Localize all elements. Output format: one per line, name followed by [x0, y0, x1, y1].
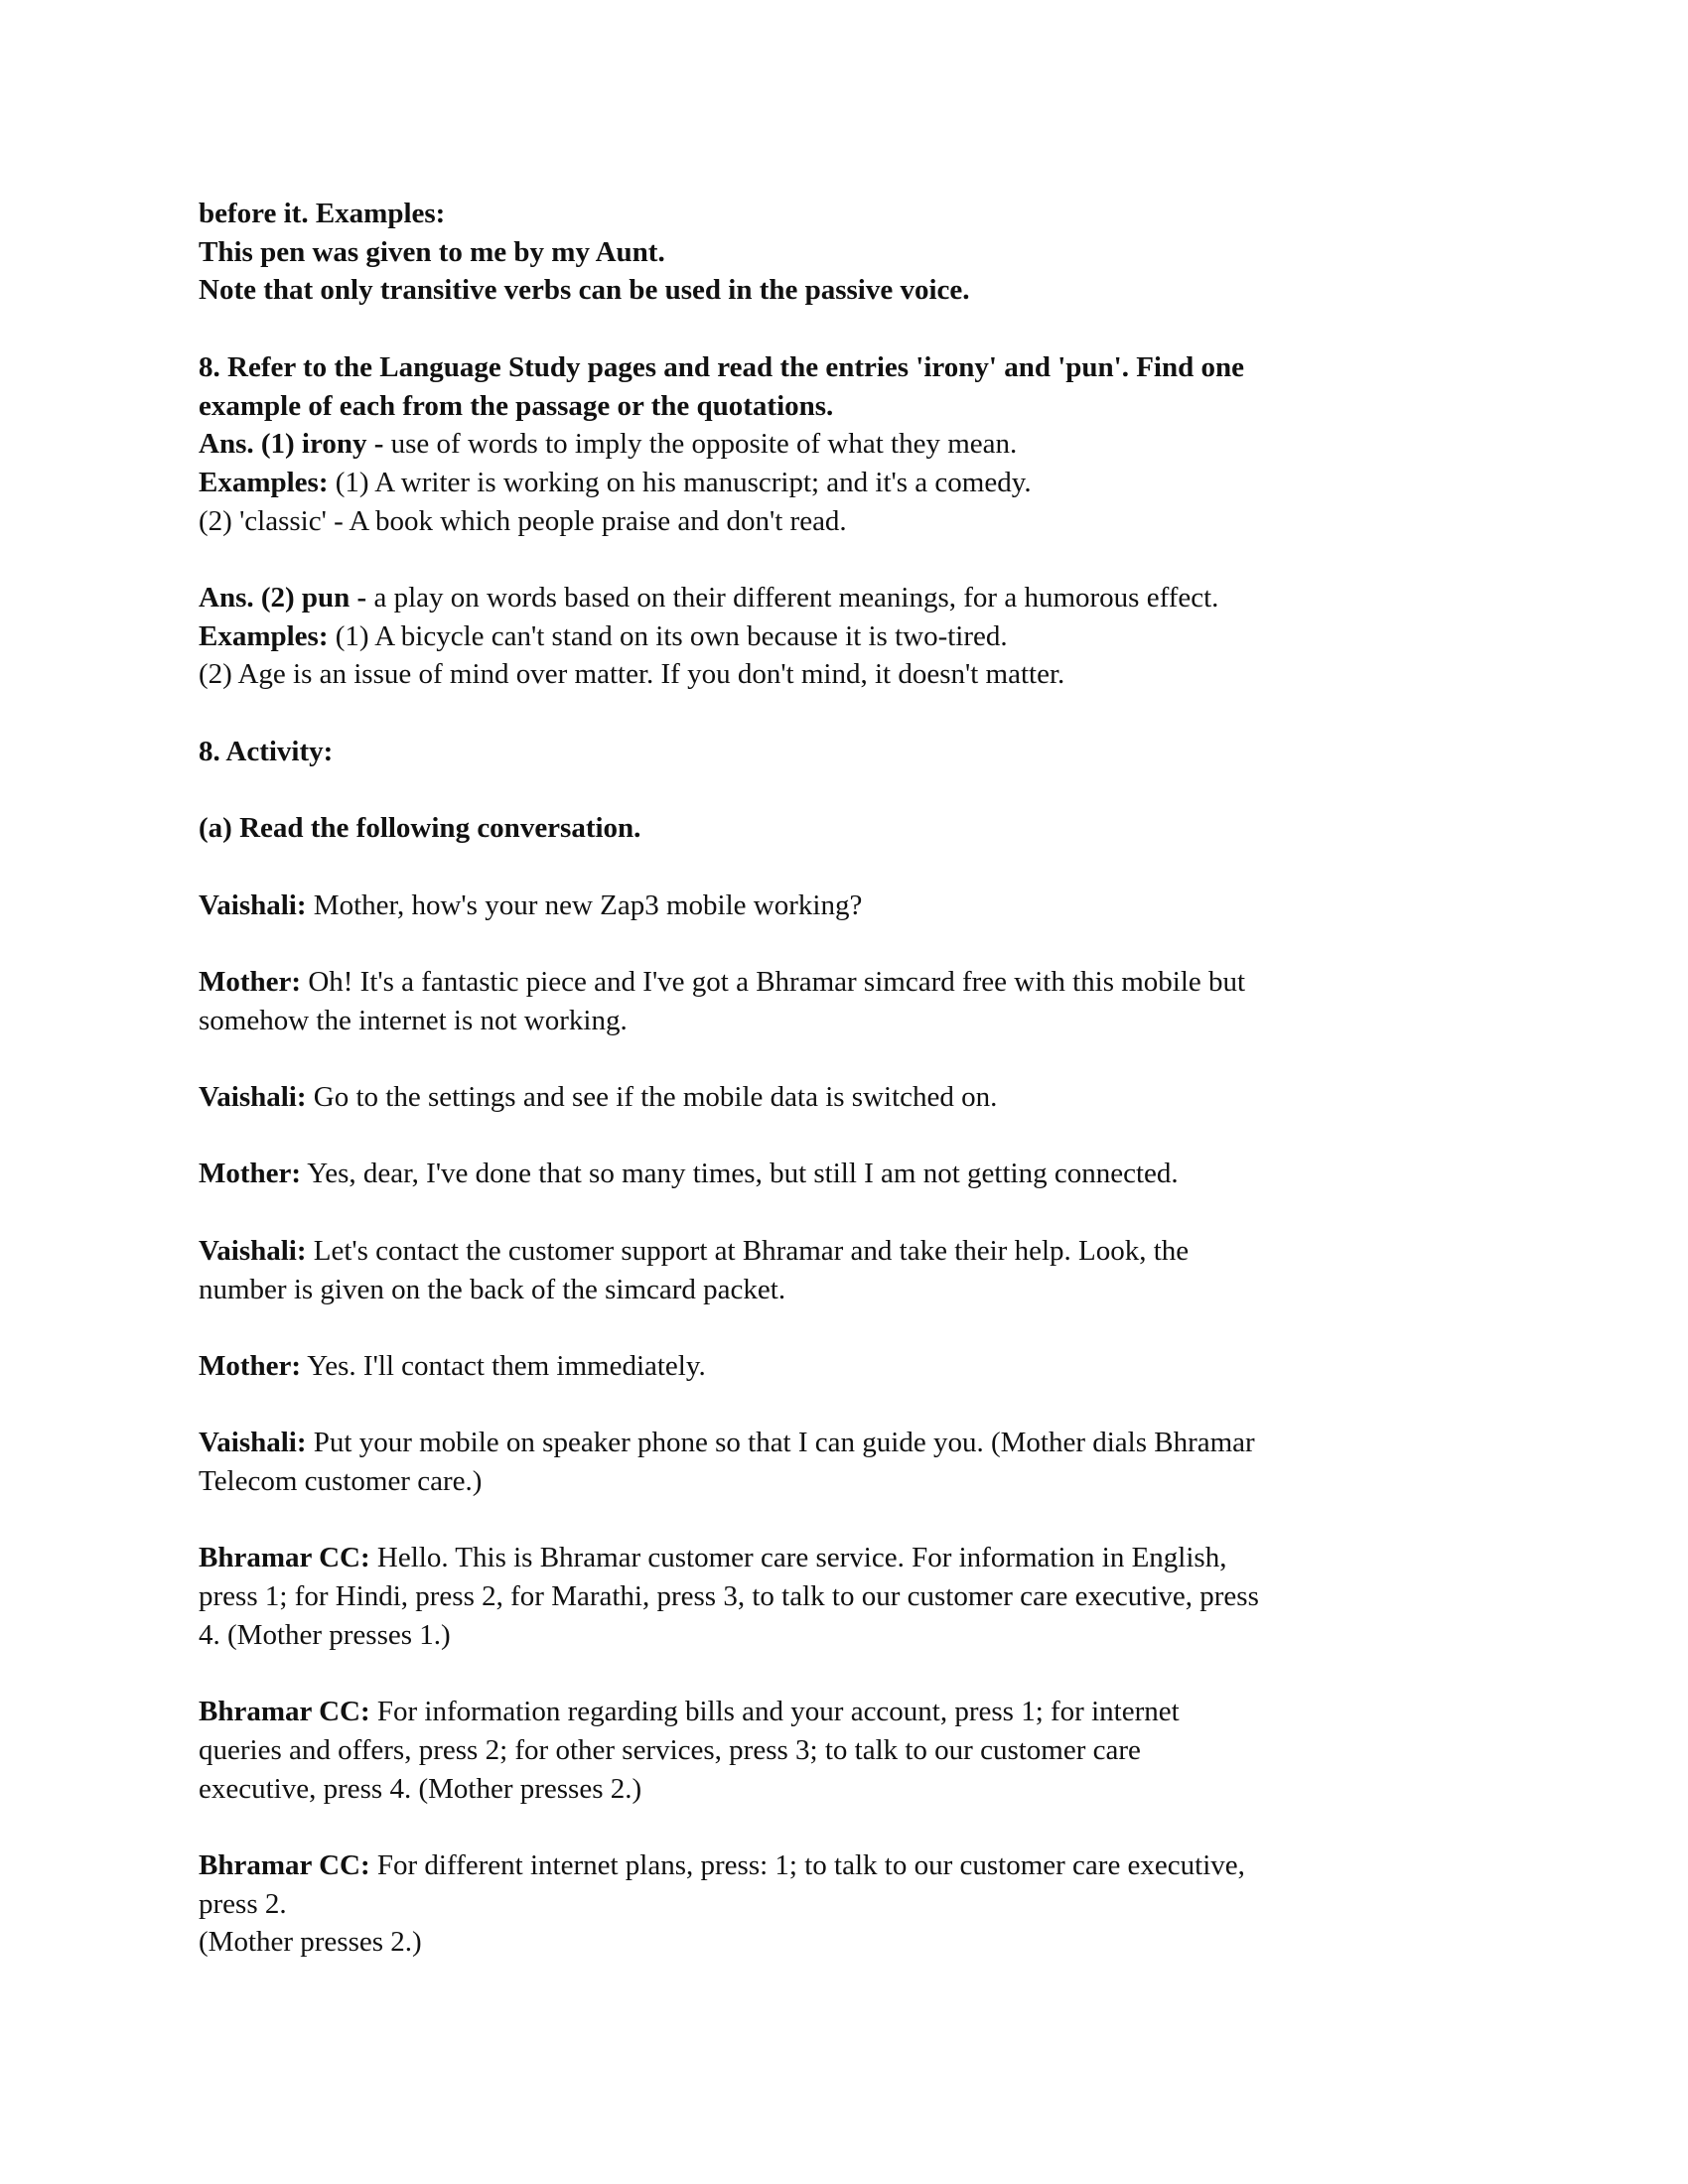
dialogue-turn	[199, 1846, 1499, 1962]
spacer	[199, 1308, 1499, 1347]
speaker-name: Vaishali:	[199, 888, 307, 921]
speech-text: Yes, dear, I've done that so many times, but still I am not getting connected.	[301, 1158, 1179, 1190]
answer-irony	[199, 425, 1499, 464]
document-page	[199, 195, 1499, 1962]
speech-text-cont: press 2.	[199, 1887, 287, 1920]
speech-text-cont: (Mother presses 2.)	[199, 1926, 422, 1959]
activity-subheading: (a) Read the following conversation.	[199, 812, 641, 845]
dialogue-turn	[199, 1155, 1499, 1193]
question-8	[199, 348, 1499, 541]
spacer	[199, 848, 1499, 887]
speaker-name: Bhramar CC:	[199, 1849, 370, 1882]
spacer	[199, 694, 1499, 733]
spacer	[199, 1039, 1499, 1078]
dialogue-turn	[199, 1347, 1499, 1386]
speech-text: Go to the settings and see if the mobile data is switched on.	[306, 1081, 998, 1114]
speaker-name: Vaishali:	[199, 1081, 307, 1114]
dialogue-line	[199, 1539, 1499, 1577]
speech-text-cont: executive, press 4. (Mother presses 2.)	[199, 1772, 642, 1805]
irony-example-1	[199, 464, 1499, 502]
pun-example-2: (2) Age is an issue of mind over matter. If you don't mind, it doesn't matter.	[199, 658, 1065, 691]
dialogue-line	[199, 1232, 1499, 1271]
example-text: (1) A writer is working on his manuscript; and it's a comedy.	[328, 466, 1032, 498]
spacer	[199, 1193, 1499, 1232]
speech-text: Hello. This is Bhramar customer care service. For information in English,	[369, 1542, 1227, 1574]
examples-label: Examples:	[199, 466, 329, 498]
dialogue-line	[199, 1078, 1499, 1117]
spacer	[199, 1501, 1499, 1540]
dialogue-line	[199, 1693, 1499, 1731]
speech-text: Yes. I'll contact them immediately.	[301, 1349, 706, 1382]
dialogue-turn	[199, 963, 1499, 1039]
dialogue-line	[199, 1424, 1499, 1462]
pun-example-1	[199, 617, 1499, 656]
answer-pun-block	[199, 579, 1499, 694]
intro-note: Note that only transitive verbs can be used in the passive voice.	[199, 274, 970, 307]
answer-label: Ans. (1) irony -	[199, 428, 384, 461]
speaker-name: Mother:	[199, 1158, 302, 1190]
spacer	[199, 1117, 1499, 1156]
speech-text: Let's contact the customer support at Bhramar and take their help. Look, the	[306, 1234, 1190, 1267]
speech-text: For information regarding bills and your account, press 1; for internet	[369, 1696, 1180, 1728]
dialogue-turn	[199, 1693, 1499, 1808]
spacer	[199, 1808, 1499, 1846]
answer-label: Ans. (2) pun -	[199, 582, 367, 614]
speaker-name: Mother:	[199, 965, 302, 998]
speech-text-cont: press 1; for Hindi, press 2, for Marathi, press 3, to talk to our customer care executive, press	[199, 1580, 1259, 1613]
answer-definition: use of words to imply the opposite of what they mean.	[383, 428, 1018, 461]
speech-text-cont: Telecom customer care.)	[199, 1465, 483, 1498]
speech-text: Oh! It's a fantastic piece and I've got a Bhramar simcard free with this mobile but	[301, 965, 1246, 998]
answer-definition: a play on words based on their different meanings, for a humorous effect.	[366, 582, 1219, 614]
speech-text: For different internet plans, press: 1; to talk to our customer care executive,	[369, 1849, 1245, 1882]
dialogue-line	[199, 887, 1499, 925]
spacer	[199, 771, 1499, 810]
dialogue-turn	[199, 1539, 1499, 1654]
speaker-name: Vaishali:	[199, 1427, 307, 1459]
dialogue-line	[199, 1155, 1499, 1193]
question-prompt: 8. Refer to the Language Study pages and read the entries 'irony' and 'pun'. Find one	[199, 350, 1244, 383]
spacer	[199, 1655, 1499, 1694]
speaker-name: Mother:	[199, 1349, 302, 1382]
speech-text-cont: number is given on the back of the simcard packet.	[199, 1273, 786, 1305]
example-text: (1) A bicycle can't stand on its own because it is two-tired.	[328, 619, 1008, 652]
dialogue-turn	[199, 1078, 1499, 1117]
spacer	[199, 540, 1499, 579]
dialogue-turn	[199, 1232, 1499, 1308]
irony-example-2: (2) 'classic' - A book which people praise and don't read.	[199, 504, 847, 537]
examples-label: Examples:	[199, 619, 329, 652]
speech-text-cont: somehow the internet is not working.	[199, 1004, 628, 1036]
intro-example: This pen was given to me by my Aunt.	[199, 235, 665, 268]
speech-text-cont: 4. (Mother presses 1.)	[199, 1618, 451, 1651]
speech-text-cont: queries and offers, press 2; for other services, press 3; to talk to our customer care	[199, 1733, 1141, 1766]
dialogue-line	[199, 1347, 1499, 1386]
spacer	[199, 1386, 1499, 1425]
intro-line: before it. Examples:	[199, 198, 446, 229]
dialogue-turn	[199, 1424, 1499, 1500]
dialogue-turn	[199, 887, 1499, 925]
speaker-name: Bhramar CC:	[199, 1542, 370, 1574]
speaker-name: Bhramar CC:	[199, 1696, 370, 1728]
dialogue-line	[199, 963, 1499, 1002]
speech-text: Put your mobile on speaker phone so that I can guide you. (Mother dials Bhramar	[306, 1427, 1255, 1459]
intro-block	[199, 195, 1499, 310]
dialogue-line	[199, 1846, 1499, 1885]
speaker-name: Vaishali:	[199, 1234, 307, 1267]
spacer	[199, 924, 1499, 963]
spacer	[199, 310, 1499, 348]
question-prompt-cont: example of each from the passage or the quotations.	[199, 389, 834, 422]
speech-text: Mother, how's your new Zap3 mobile working?	[306, 888, 863, 921]
activity-heading: 8. Activity:	[199, 735, 334, 767]
answer-pun	[199, 579, 1499, 617]
